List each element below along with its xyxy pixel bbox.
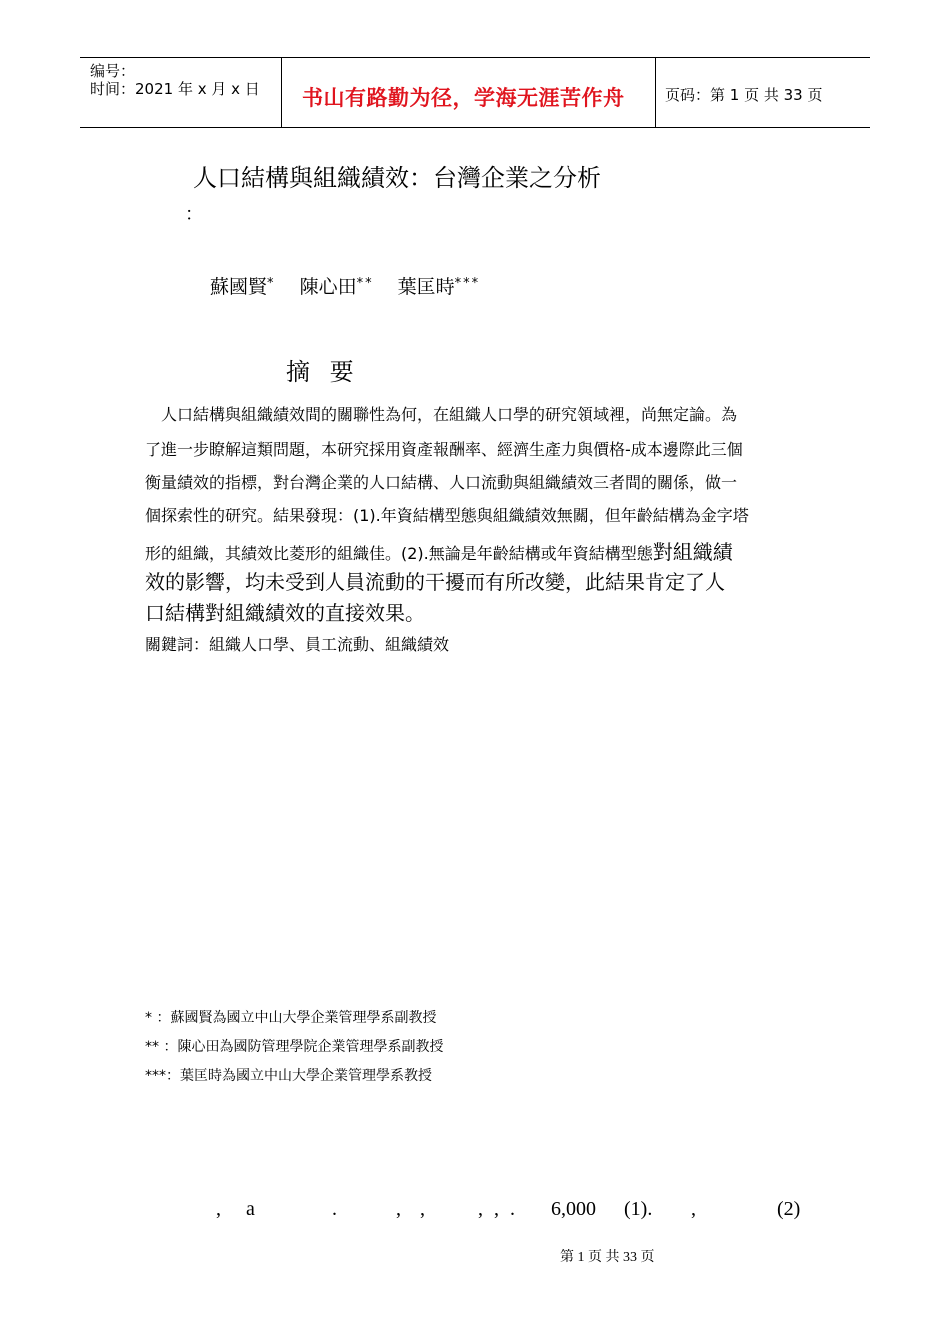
footnote: * ：蘇國賢為國立中山大學企業管理學系副教授 [145, 1010, 437, 1026]
abstract-line-mixed [145, 536, 733, 565]
abstract-line: 人口結構與組織績效間的關聯性為何，在組織人口學的研究領域裡，尚無定論。為 [145, 405, 738, 424]
author-list [210, 272, 498, 299]
bottom-fragment: . [510, 1198, 515, 1220]
bottom-fragment: (2) [777, 1198, 801, 1220]
abstract-line: 衡量績效的指標，對台灣企業的人口結構、人口流動與組織績效三者間的關係，做一 [145, 473, 738, 492]
header-middle-cell [281, 58, 656, 127]
abstract-line: 形的組織，其績效比菱形的組織佳。(2).無論是年齡結構或年資結構型態 [145, 544, 653, 563]
bottom-fragment: a [246, 1198, 255, 1220]
time-label: 时间：2021 年 x 月 x 日 [90, 80, 260, 98]
header-left-cell [80, 58, 281, 127]
page-header [80, 57, 870, 128]
author-name: 蘇國賢 [210, 276, 268, 298]
page-footer: 第 1 页 共 33 页 [560, 1250, 655, 1265]
number-label: 编号： [90, 62, 136, 80]
author-mark: * [267, 276, 276, 291]
keywords: 關鍵詞：組織人口學、員工流動、組織績效 [145, 635, 450, 654]
bottom-fragment: , [494, 1198, 499, 1220]
footnote: ** ：陳心田為國防管理學院企業管理學系副教授 [145, 1039, 444, 1055]
bottom-fragment: , [691, 1198, 696, 1220]
header-right-cell [655, 58, 870, 127]
abstract-heading: 摘 要 [286, 358, 360, 386]
header-motto: 书山有路勤为径，学海无涯苦作舟 [302, 86, 625, 110]
author-mark: *** [454, 276, 481, 291]
abstract-line: 個探索性的研究。結果發現：(1).年資結構型態與組織績效無關，但年齡結構為金字塔 [145, 506, 749, 525]
footnote: ***：葉匡時為國立中山大學企業管理學系教授 [145, 1068, 432, 1084]
author-mark: ** [356, 276, 374, 291]
bottom-fragment: , [216, 1198, 221, 1220]
bottom-fragment: 6,000 [551, 1198, 596, 1220]
bottom-fragment: , [420, 1198, 425, 1220]
abstract-line: 了進一步瞭解這類問題，本研究採用資產報酬率、經濟生產力與價格-成本邊際此三個 [145, 440, 743, 459]
document-title: 人口結構與組織績效：台灣企業之分析 [193, 164, 601, 192]
abstract-large-line: 口結構對組織績效的直接效果。 [145, 601, 425, 625]
author-name: 陳心田 [299, 276, 357, 298]
author-name: 葉匡時 [397, 276, 455, 298]
bottom-fragment: . [332, 1198, 337, 1220]
title-colon: ： [185, 204, 203, 225]
abstract-line-large-part: 對組織績 [652, 540, 733, 564]
header-page-info: 页码：第 1 页 共 33 页 [665, 86, 823, 104]
bottom-fragment: , [478, 1198, 483, 1220]
abstract-large-line: 效的影響，均未受到人員流動的干擾而有所改變，此結果肯定了人 [145, 570, 725, 594]
bottom-fragment: (1). [624, 1198, 653, 1220]
bottom-fragment: , [396, 1198, 401, 1220]
